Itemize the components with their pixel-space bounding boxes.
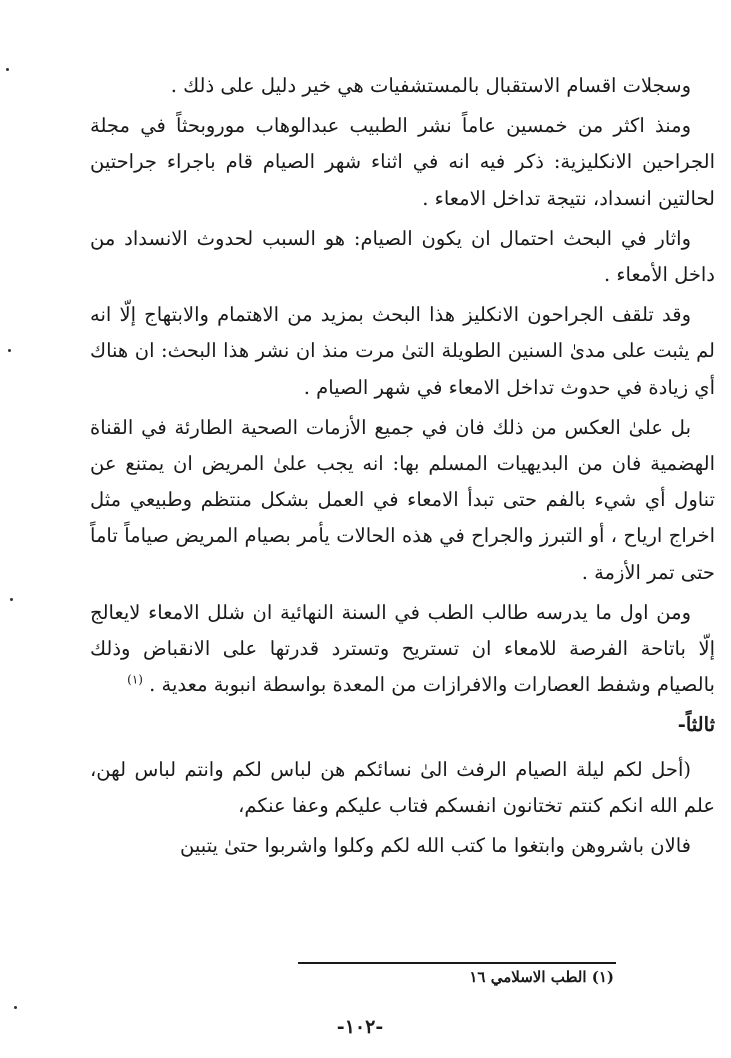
footnote: (١) الطب الاسلامي ١٦ [469,968,614,986]
paragraph-2: ومنذ اكثر من خمسين عاماً نشر الطبيب عبدالوهاب موروبحثاً في مجلة الجراحين الانكليزية: ذكر فيه انه في اثناء شهر الصيام قام باجراء جراحتين لحالتين انسداد، نتيجة تداخل الامعاء . [90,114,715,210]
paragraph-5: بل علىٰ العكس من ذلك فان في جميع الأزمات الصحية الطارئة في القناة الهضمية فان من البديهيات المسلم بها: انه يجب علىٰ المريض ان يمتنع عن تناول أي شيء بالفم حتى تبدأ الامعاء في العمل بشكل منتظم وطبيعي مثل اخراج ارياح ، أو التبرز والجراح في هذه الحالات يأمر بصيام المريض صياماً تاماً حتى تمر الأزمة . [90,415,715,584]
scan-speck [8,349,11,352]
scan-speck [6,68,9,71]
section-heading: ثالثاً- [677,713,715,737]
quran-paragraph-1: (أحل لكم ليلة الصيام الرفث الىٰ نسائكم هن لباس لكم وانتم لباس لهن، علم الله انكم كنتم تختانون انفسكم فتاب عليكم وعفا عنكم، [90,757,715,817]
footnote-divider [298,962,616,964]
body-text [90,68,715,868]
paragraph-3: واثار في البحث احتمال ان يكون الصيام: هو السبب لحدوث الانسداد من داخل الأمعاء . [90,226,715,287]
scan-speck [10,598,13,601]
paragraph-6: ومن اول ما يدرسه طالب الطب في السنة النهائية ان شلل الامعاء لايعالج إلّا باتاحة الفرصة للامعاء ان تستريح وتسترد قدرتها على الانقباض وذلك بالصيام وشفط العصارات والافرازات من المعدة بواسطة انبوبة معدية . $^{(١)}$ [90,600,715,697]
paragraph-1: وسجلات اقسام الاستقبال بالمستشفيات هي خير دليل على ذلك . [170,74,691,97]
scan-speck [14,1006,17,1009]
page-number: -١٠٢- [336,1016,384,1038]
paragraph-4: وقد تلقف الجراحون الانكليز هذا البحث بمزيد من الاهتمام والابتهاج إلّا انه لم يثبت على مدىٰ السنين الطويلة التىٰ مرت منذ ان نشر هذا البحث: ان هناك أي زيادة في حدوث تداخل الامعاء في شهر الصيام . [90,303,715,399]
footnote-reference: (١) [127,672,143,687]
quran-paragraph-2: فالان باشروهن وابتغوا ما كتب الله لكم وكلوا واشربوا حتىٰ يتبين [179,834,691,858]
